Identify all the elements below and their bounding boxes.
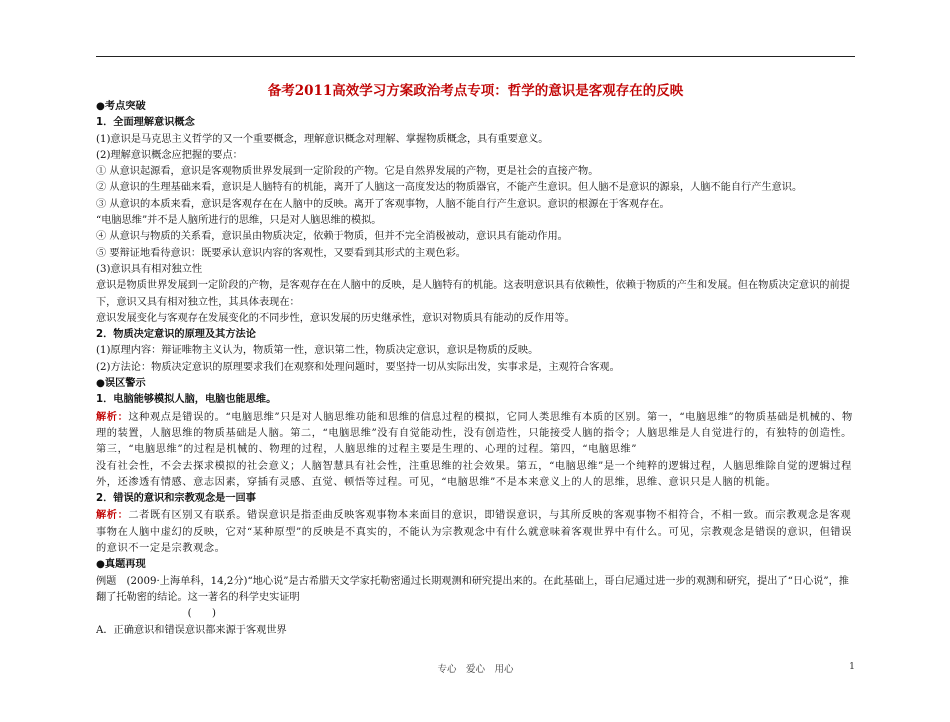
list-item: ② 从意识的生理基础来看，意识是人脑特有的机能，离开了人脑这一高度发达的物质器官，不能产生意识。但人脑不是意识的源泉，人脑不能自行产生意识。 — [96, 182, 803, 194]
page-footer — [96, 661, 855, 675]
list-item: ④ 从意识与物质的关系看，意识虽由物质决定，依赖于物质，但并不完全消极被动，意识具有能动作用。 — [96, 231, 568, 243]
section-heading-misconceptions: ●误区警示 — [96, 378, 146, 390]
answer-blank: ( ) — [187, 608, 216, 620]
analysis-text: 二者既有区别又有联系。错误意识是指歪曲反映客观事物本来面目的意识，即错误意识，与其所反映的客观事物不相符合，不相一致。而宗教观念是客观事物在人脑中虚幻的反映，它对“某种原型”的反映是不真实的，不能认为宗教观念中有什么就意味着客观世界中有什么。可见，宗教观念是错误的意识，但错误的意识不一定是宗教观念。 — [96, 510, 852, 555]
subheading-consciousness-concept: 1．全面理解意识概念 — [96, 117, 195, 129]
analysis-paragraph-1-cont: 没有社会性，不会去探求模拟的社会意义；人脑智慧具有社会性，注重思维的社会效果。第五，“电脑思维”是一个纯粹的逻辑过程，人脑思维除自觉的逻辑过程外，还渗透有情感、意志因素，穿插有灵感、直觉、顿悟等过程。可见，“电脑思维”不是本来意义上的人的思维，思维、意识只是人脑的机能。 — [96, 460, 852, 488]
analysis-text: 这种观点是错误的。“电脑思维”只是对人脑思维功能和思维的信息过程的模拟，它同人类思维有本质的区别。第一，“电脑思维”的物质基础是机械的、物理的装置，人脑思维的物质基础是人脑。第二，“电脑思维”没有自觉能动性，没有创造性，只能接受人脑的指令；人脑思维是人自觉进行的，有独特的创造性。第三，“电脑思维”的过程是机械的、物理的过程，人脑思维的过程主要是生理的、心理的过程。第四，“电脑思维” — [96, 411, 853, 456]
list-item: ③ 从意识的本质来看，意识是客观存在在人脑中的反映。离开了客观事物，人脑不能自行产生意识。意识的根源在于客观存在。 — [96, 198, 670, 210]
document-body — [96, 99, 856, 639]
list-item: ⑤ 要辩证地看待意识：既要承认意识内容的客观性，又要看到其形式的主观色彩。 — [96, 247, 466, 259]
paragraph: 意识是物质世界发展到一定阶段的产物，是客观存在在人脑中的反映，是人脑特有的机能。这表明意识具有依赖性，依赖于物质的产生和发展。但在物质决定意识的前提下，意识又具有相对独立性，其具体表现在： — [96, 280, 850, 308]
footer-slogan: 专心 爱心 用心 — [437, 664, 514, 675]
misconception-1: 1．电脑能够模拟人脑，电脑也能思维。 — [96, 394, 277, 406]
paragraph: (3)意识具有相对独立性 — [96, 263, 203, 275]
answer-blank-line — [96, 606, 856, 622]
paragraph: (1)意识是马克思主义哲学的又一个重要概念，理解意识概念对理解、掌握物质概念，具有重要意义。 — [96, 133, 549, 145]
paragraph: (2)方法论：物质决定意识的原理要求我们在观察和处理问题时，要坚持一切从实际出发，实事求是，主观符合客观。 — [96, 361, 620, 373]
section-heading-exam: ●真题再现 — [96, 559, 146, 571]
paragraph: 意识发展变化与客观存在发展变化的不同步性，意识发展的历史继承性，意识对物质具有能动的反作用等。 — [96, 312, 575, 324]
option-a: A．正确意识和错误意识都来源于客观世界 — [96, 624, 287, 636]
section-heading-breakthrough: ●考点突破 — [96, 101, 146, 112]
paragraph: “电脑思维”并不是人脑所进行的思维，只是对人脑思维的模拟。 — [96, 215, 382, 227]
analysis-paragraph-1 — [96, 409, 856, 459]
paragraph: (2)理解意识概念应把握的要点： — [96, 149, 243, 161]
paragraph: (1)原理内容：辩证唯物主义认为，物质第一性，意识第二性，物质决定意识，意识是物质的反映。 — [96, 345, 539, 357]
header-rule — [96, 56, 855, 57]
analysis-label: 解析： — [96, 509, 129, 522]
analysis-paragraph-2 — [96, 507, 856, 557]
list-item: ① 从意识起源看，意识是客观物质世界发展到一定阶段的产物。它是自然界发展的产物，更是社会的直接产物。 — [96, 166, 599, 178]
misconception-2: 2．错误的意识和宗教观念是一回事 — [96, 493, 256, 505]
example-question: 例题 (2009·上海单科，14,2分)“地心说”是古希腊天文学家托勒密通过长期观测和研究提出来的。在此基础上，哥白尼通过进一步的观测和研究，提出了“日心说”，推翻了托勒密的结论。这一著名的科学史实证明 — [96, 575, 849, 603]
analysis-label: 解析： — [96, 410, 129, 423]
subheading-principle: 2．物质决定意识的原理及其方法论 — [96, 329, 256, 341]
page-title: 备考2011高效学习方案政治考点专项：哲学的意识是客观存在的反映 — [267, 83, 684, 99]
page-number: 1 — [848, 661, 855, 672]
